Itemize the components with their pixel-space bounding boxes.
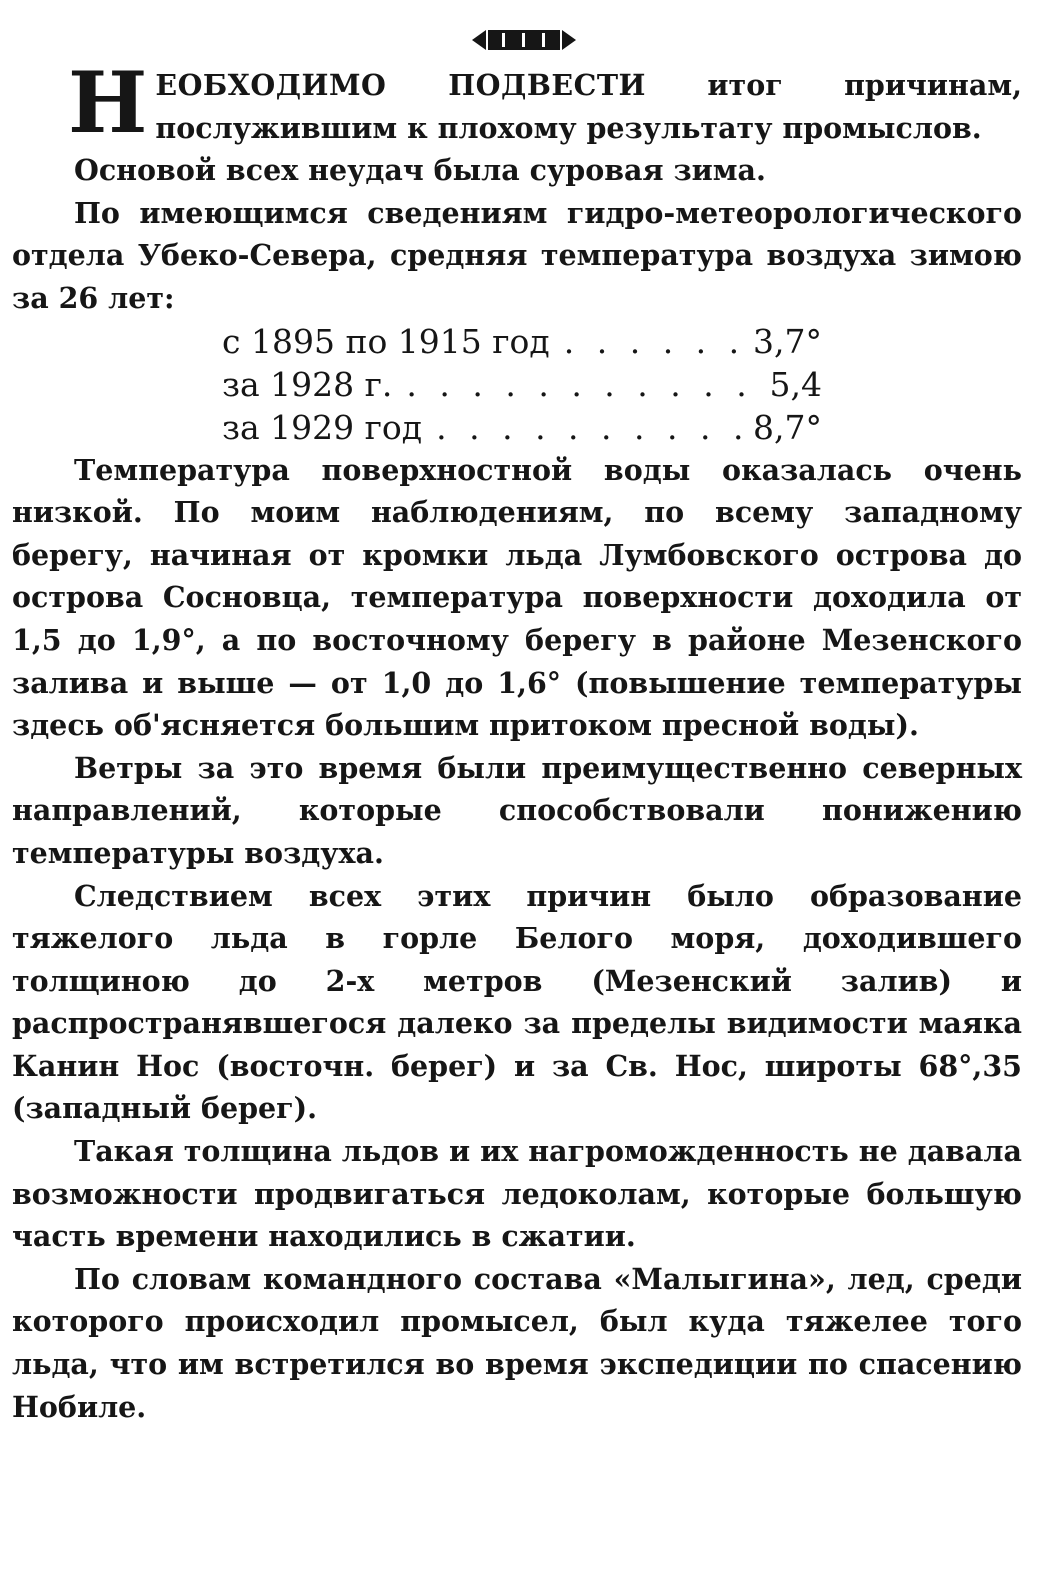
lead-caps-text: ЕОБХОДИМО ПОДВЕСТИ bbox=[155, 68, 646, 102]
dropcap-letter: Н bbox=[68, 53, 148, 152]
paragraph-malygin-crew: По словам командного состава «Малыгина», лед, среди которого происходил промысел, был куда тяжелее того льда, что им встретился во время экспедиции по спасению Нобиле. bbox=[12, 1261, 1022, 1424]
lead-rest-text: итог причинам, послужившим к плохому результату промыслов. bbox=[155, 68, 1022, 145]
temperature-period: за 1929 год bbox=[222, 407, 423, 447]
temperature-period: с 1895 по 1915 год bbox=[222, 321, 550, 361]
temperature-row bbox=[222, 363, 822, 406]
decorative-divider-icon bbox=[26, 22, 1022, 58]
temperature-period: за 1928 г. bbox=[222, 364, 393, 404]
temperature-value: 5,4 bbox=[769, 364, 822, 404]
paragraph-meteo-data: По имеющимся сведениям гидро-метеорологического отдела Убеко-Севера, средняя температура воздуха зимою за 26 лет: bbox=[12, 195, 1022, 315]
paragraph-harsh-winter: Основой всех неудач была суровая зима. bbox=[74, 153, 766, 188]
leader-dots bbox=[422, 406, 753, 449]
paragraph-icebreakers: Такая толщина льдов и их нагроможденность не давала возможности продвигаться ледоколам, которые большую часть времени находились в сжатии. bbox=[12, 1134, 1022, 1254]
paragraph-water-temperature: Температура поверхностной воды оказалась очень низкой. По моим наблюдениям, по всему западному берегу, начиная от кромки льда Лумбовского острова до острова Сосновца, температура поверхности доходила от 1,5 до 1,9°, а по восточному берегу в районе Мезенского залива и выше — от 1,0 до 1,6° (повышение температуры здесь об'ясняется большим притоком пресной воды). bbox=[12, 452, 1022, 743]
temperature-row bbox=[222, 406, 822, 449]
leader-dots bbox=[392, 363, 769, 406]
temperature-list bbox=[222, 320, 822, 449]
paragraph-winds: Ветры за это время были преимущественно северных направлений, которые способствовали понижению температуры воздуха. bbox=[12, 750, 1022, 870]
leader-dots bbox=[550, 320, 753, 363]
temperature-row bbox=[222, 320, 822, 363]
temperature-value: 3,7° bbox=[753, 321, 822, 361]
paragraph-heavy-ice: Следствием всех этих причин было образование тяжелого льда в горле Белого моря, доходившего толщиною до 2-х метров (Мезенский залив) и распространявшегося далеко за пределы видимости маяка Канин Нос (восточн. берег) и за Св. Нос, широты 68°,35 (западный берег). bbox=[12, 878, 1022, 1126]
temperature-value: 8,7° bbox=[753, 407, 822, 447]
lead-paragraph bbox=[12, 53, 1022, 152]
